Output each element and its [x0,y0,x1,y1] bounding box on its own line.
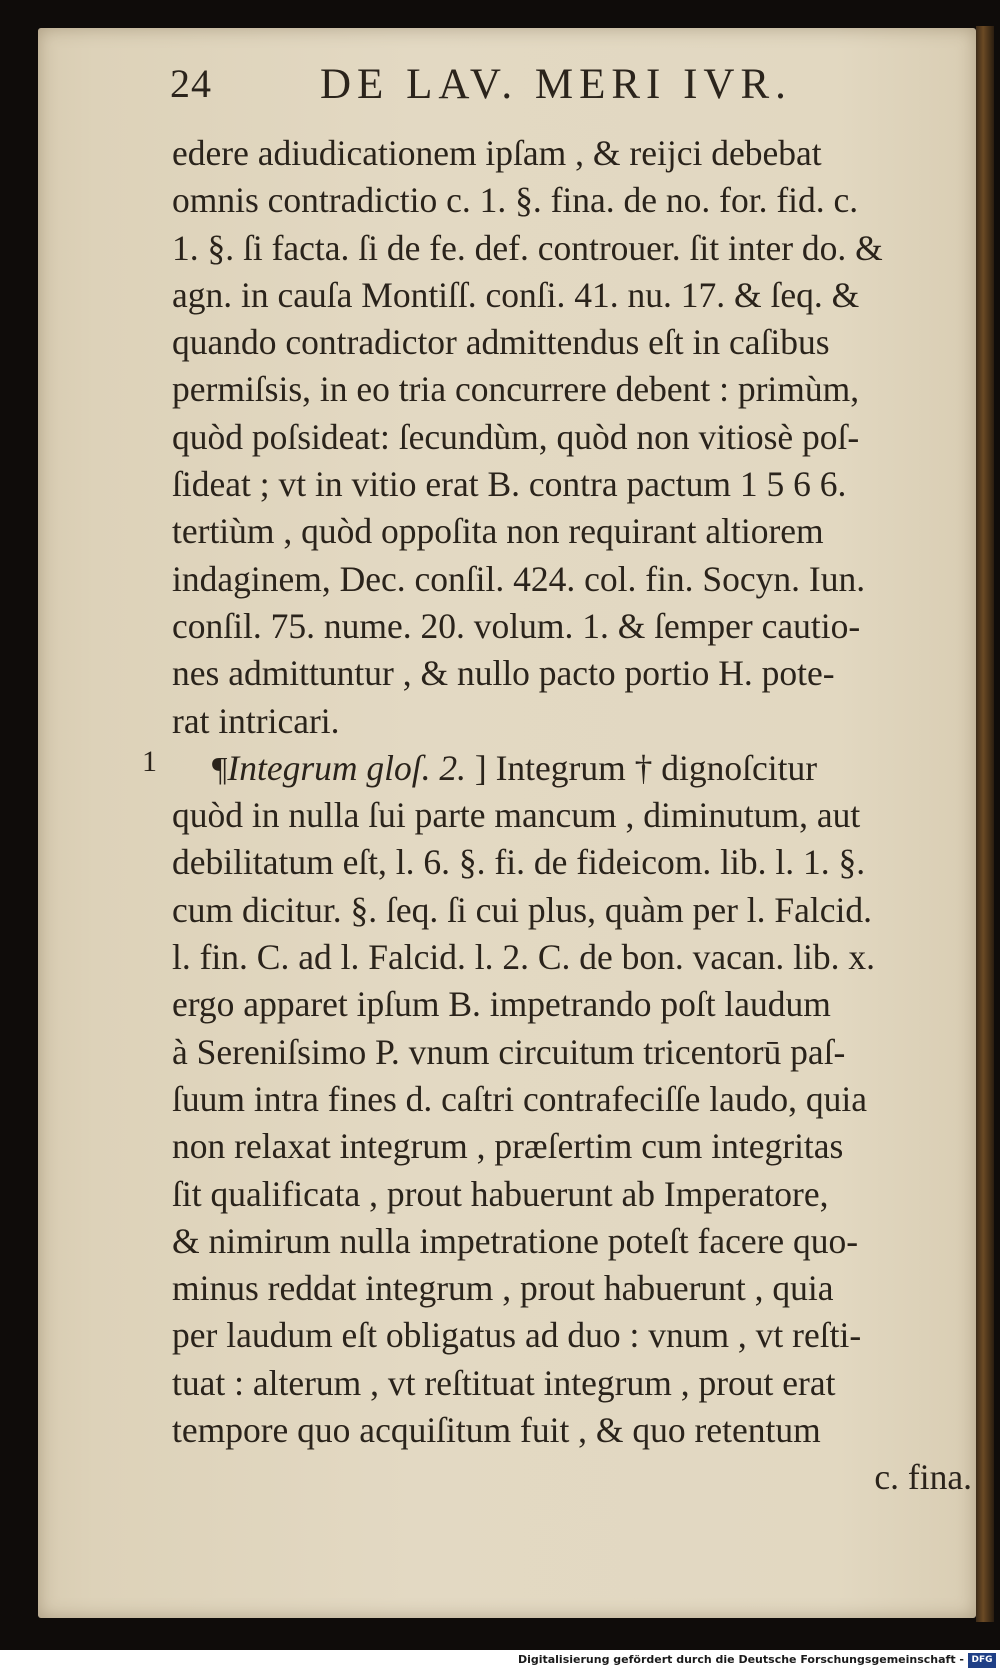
running-head [170,60,930,120]
text-line: quòd poſsideat: ſecundùm, quòd non vitiosè poſ- [172,416,860,457]
gloss-first-line: Integrum † dignoſcitur [495,747,818,788]
marginal-number: 1 [142,745,157,778]
text-line: indaginem, Dec. conſil. 424. col. fin. Socyn. Iun. [172,558,866,599]
text-line: rat intricari. [172,700,340,741]
gloss-line: minus reddat integrum , prout habuerunt , quia [172,1268,834,1309]
catchword: c. fina. [874,1457,972,1498]
text-line: 1. §. ſi facta. ſi de fe. def. controuer. ſit inter do. & [172,227,883,268]
gloss-lemma: Integrum gloſ. 2. [227,747,467,788]
text-line: ſideat ; vt in vitio erat B. contra pactum 1 5 6 6. [172,464,847,505]
book-edge [976,26,994,1622]
gloss-line: non relaxat integrum , præſertim cum integritas [172,1126,844,1167]
gloss-line: cum dicitur. §. ſeq. ſi cui plus, quàm per l. Falcid. [172,889,873,930]
gloss-line: à Sereniſsimo P. vnum circuitum tricentorū paſ- [172,1031,846,1072]
dfg-logo: DFG [968,1653,996,1668]
paragraph-mark: ¶ [212,750,228,788]
gloss-line: ſit qualificata , prout habuerunt ab Imperatore, [172,1173,829,1214]
gloss-line: ergo apparet ipſum B. impetrando poſt laudum [172,984,831,1025]
gloss-heading-line [172,745,972,792]
gloss-line: debilitatum eſt, l. 6. §. fi. de fideicom. lib. l. 1. §. [172,842,866,883]
text-line: tertiùm , quòd oppoſita non requirant altiorem [172,511,824,552]
text-line: conſil. 75. nume. 20. volum. 1. & ſemper cautio- [172,605,861,646]
gloss-line: quòd in nulla ſui parte mancum , diminutum, aut [172,795,861,836]
page-number: 24 [170,61,212,106]
gloss-line: ſuum intra fines d. caſtri contrafeciſſe laudo, quia [172,1078,867,1119]
gloss-line: l. fin. C. ad l. Falcid. l. 2. C. de bon. vacan. lib. x. [172,937,875,978]
text-line: agn. in cauſa Montiſſ. conſi. 41. nu. 17. & ſeq. & [172,274,860,315]
text-line: edere adiudicationem ipſam , & reijci debebat [172,133,822,173]
gloss-line: per laudum eſt obligatus ad duo : vnum , vt reſti- [172,1315,862,1356]
text-line: permiſsis, in eo tria concurrere debent : primùm, [172,369,860,410]
page-title: DE LAV. MERI IVR. [320,61,792,108]
gloss-line: & nimirum nulla impetratione poteſt facere quo- [172,1220,859,1261]
text-line: quando contradictor admittendus eſt in caſibus [172,322,830,363]
gloss-line: tuat : alterum , vt reſtituat integrum , prout erat [172,1362,836,1403]
text-line: omnis contradictio c. 1. §. fina. de no. for. fid. c. [172,180,859,221]
gloss-line: tempore quo acquiſitum fuit , & quo retentum [172,1410,821,1451]
gloss-bracket: ] [466,747,496,788]
digitization-credit: Digitalisierung gefördert durch die Deutsche Forschungsgemeinschaft - [517,1653,964,1666]
text-line: nes admittuntur , & nullo pacto portio H. pote- [172,653,835,694]
footer-bar [0,1650,1000,1672]
body-text [172,130,972,1502]
